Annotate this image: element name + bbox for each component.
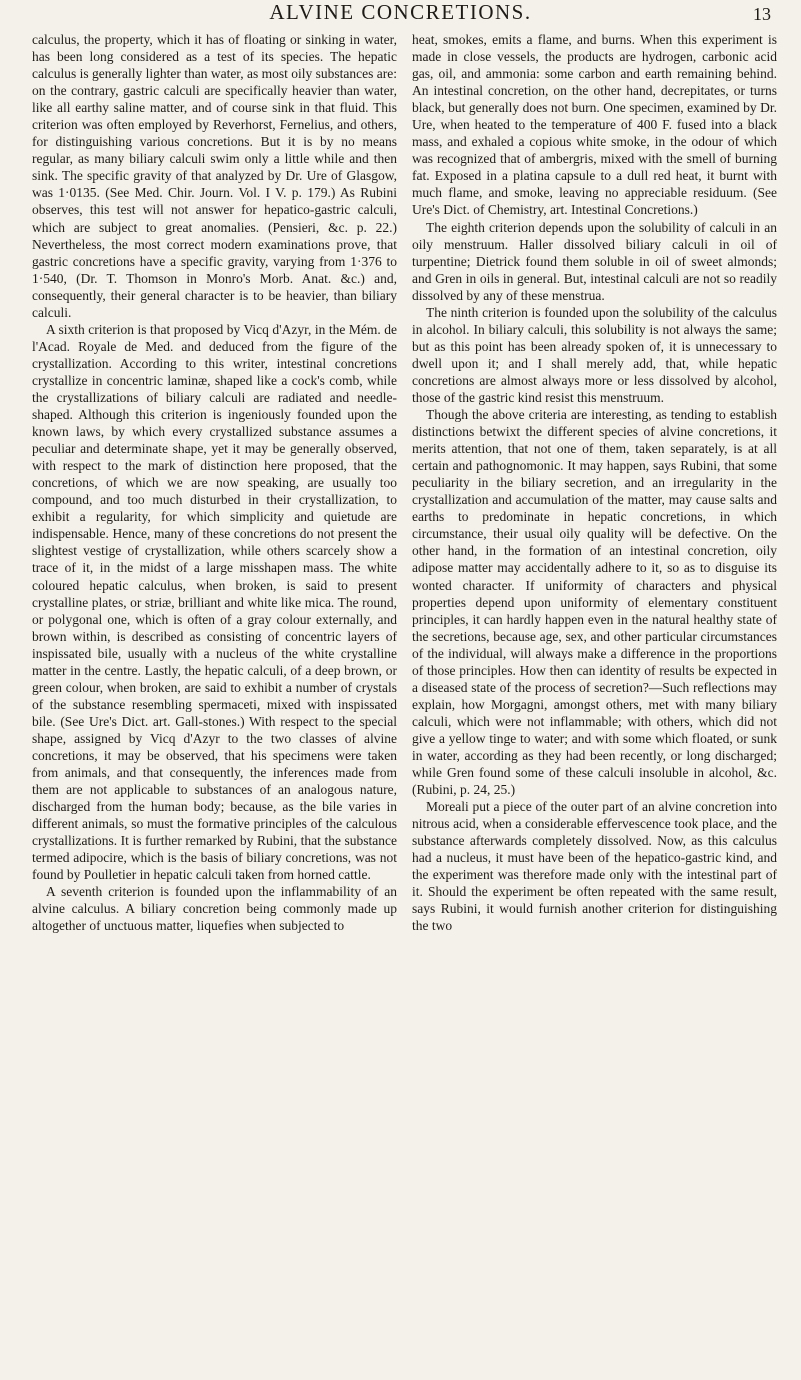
right-column bbox=[412, 31, 777, 1371]
paragraph: calculus, the property, which it has of floating or sinking in water, has been long considered as a test of its species. The hepatic calculus is generally lighter than water, as most oily substances are: on the contrary, gastric calculi are specifically heavier than water, like all earthy saline matter, and of course sink in that fluid. This criterion was often employed by Reverhorst, Fernelius, and others, for distinguishing various concretions. But it is by no means regular, as many biliary calculi swim only a little while and then sink. The specific gravity of that analyzed by Dr. Ure of Glasgow, was 1·0135. (See Med. Chir. Journ. Vol. I V. p. 179.) As Rubini observes, this test will not answer for hepatico-gastric calculi, which are subject to great anomalies. (Pensieri, &c. p. 22.) Nevertheless, the most correct modern examinations prove, that gastric concretions have a specific gravity, varying from 1·376 to 1·540, (Dr. T. Thomson in Monro's Morb. Anat. &c.) and, consequently, their general character is to be heavier, than biliary calculi. bbox=[32, 32, 397, 320]
left-column bbox=[32, 31, 397, 1371]
paragraph: A seventh criterion is founded upon the inflammability of an alvine calculus. A biliary concretion being commonly made up altogether of unctuous matter, liquefies when subjected to bbox=[32, 884, 397, 934]
paragraph: heat, smokes, emits a flame, and burns. When this experiment is made in close vessels, the products are hydrogen, carbonic acid gas, oil, and ammonia: some carbon and earth remaining behind. An intestinal concretion, on the other hand, decrepitates, or turns black, but generally does not burn. One specimen, examined by Dr. Ure, when heated to the temperature of 400 F. fused into a black mass, and exhaled a copious white smoke, in the odour of which was recognized that of ambergris, mixed with the smell of burning fat. Exposed in a platina capsule to a dull red heat, it burnt with much flame, and smoke, leaving no appreciable residuum. (See Ure's Dict. of Chemistry, art. Intestinal Concretions.) bbox=[412, 32, 777, 218]
paragraph: Though the above criteria are interesting, as tending to establish distinctions betwixt the different species of alvine concretions, it merits attention, that not one of them, taken separately, is at all certain and pathognomonic. It may happen, says Rubini, that some peculiarity in the biliary secretion, and an irregularity in the crystallization and accumulation of the matter, may cause salts and earths to predominate in hepatic concretions, in which circumstance, their usual oily quality will be defective. On the other hand, in the formation of an intestinal concretion, oily adipose matter may accidentally adhere to it, so as to disguise its wonted character. If uniformity of characters and physical properties depend upon uniformity of elementary constituent principles, it can hardly happen even in the natural healthy state of the secretions, because age, sex, and other particular circumstances of the individual, will always make a difference in the proportions of those principles. How then can identity of results be expected in a diseased state of the process of secretion?—Such reflections may explain, how Morgagni, amongst others, met with many biliary calculi, which were not inflammable; with others, which did not give a yellow tinge to water; and with some which floated, or sunk in water, according as they had been recently, or long discharged; while Gren found some of these calculi insoluble in alcohol, &c. (Rubini, p. 24, 25.) bbox=[412, 407, 777, 798]
page-number: 13 bbox=[753, 4, 771, 24]
page-header bbox=[0, 0, 801, 26]
paragraph: The eighth criterion depends upon the solubility of calculi in an oily menstruum. Haller dissolved biliary calculi in oil of turpentine; Dietrick found them soluble in oil of sweet almonds; and Gren in oils in general. But, intestinal calculi are not so readily dissolved by any of these menstrua. bbox=[412, 219, 777, 303]
paragraph: The ninth criterion is founded upon the solubility of the calculus in alcohol. In biliary calculi, this solubility is not always the same; but as this point has been already spoken of, it is unnecessary to dwell upon it; and I shall merely add, that, while hepatic concretions are almost always more or less dissolved by alcohol, those of the gastric kind resist this menstruum. bbox=[412, 304, 777, 405]
paragraph: Moreali put a piece of the outer part of an alvine concretion into nitrous acid, when a considerable effervescence took place, and the substance afterwards completely dissolved. Now, as this calculus had a nucleus, it must have been of the hepatico-gastric kind, and the experiment was therefore made only with the intestinal part of it. Should the experiment be often repeated with the same result, says Rubini, it would furnish another criterion for distinguishing the two bbox=[412, 799, 777, 934]
paragraph: A sixth criterion is that proposed by Vicq d'Azyr, in the Mém. de l'Acad. Royale de Med. and deduced from the figure of the crystallization. According to this writer, intestinal concretions crystallize in concentric laminæ, shaped like a cock's comb, while the crystallizations of biliary calculi are radiated and needle-shaped. Although this criterion is ingeniously founded upon the known laws, by which every crystallized substance assumes a peculiar and determinate shape, yet it may be generally observed, with respect to the mark of distinction here proposed, that the concretions, of which we are now speaking, are usually too compound, and too much disturbed in their crystallization, to exhibit a regularity, for which simplicity and quietude are indispensable. Hence, many of these concretions do not present the slightest vestige of crystallization, while others scarcely show a trace of it, in the midst of a large misshapen mass. The white coloured hepatic calculus, when broken, is said to present crystalline plates, or striæ, brilliant and white like mica. The round, or polygonal one, which is often of a gray colour externally, and brown within, is described as consisting of concentric layers of inspissated bile, usually with a nucleus of the white crystalline matter in the centre. Lastly, the hepatic calculi, of a deep brown, or green colour, when broken, are said to exhibit a number of crystals of the substance resembling spermaceti, mixed with inspissated bile. (See Ure's Dict. art. Gall-stones.) With respect to the special shape, assigned by Vicq d'Azyr to the two classes of alvine concretions, it may be observed, that his specimens were taken from animals, and that consequently, the inferences made from them are not applicable to substances of an analogous nature, discharged from the human body; because, as the bile varies in different animals, so must the formative principles of the calculous crystallizations. It is further remarked by Rubini, that the substance termed adipocire, which is the basis of biliary concretions, was not found by Poulletier in hepatic calculi taken from horned cattle. bbox=[32, 321, 397, 883]
running-title: ALVINE CONCRETIONS. bbox=[269, 0, 532, 24]
